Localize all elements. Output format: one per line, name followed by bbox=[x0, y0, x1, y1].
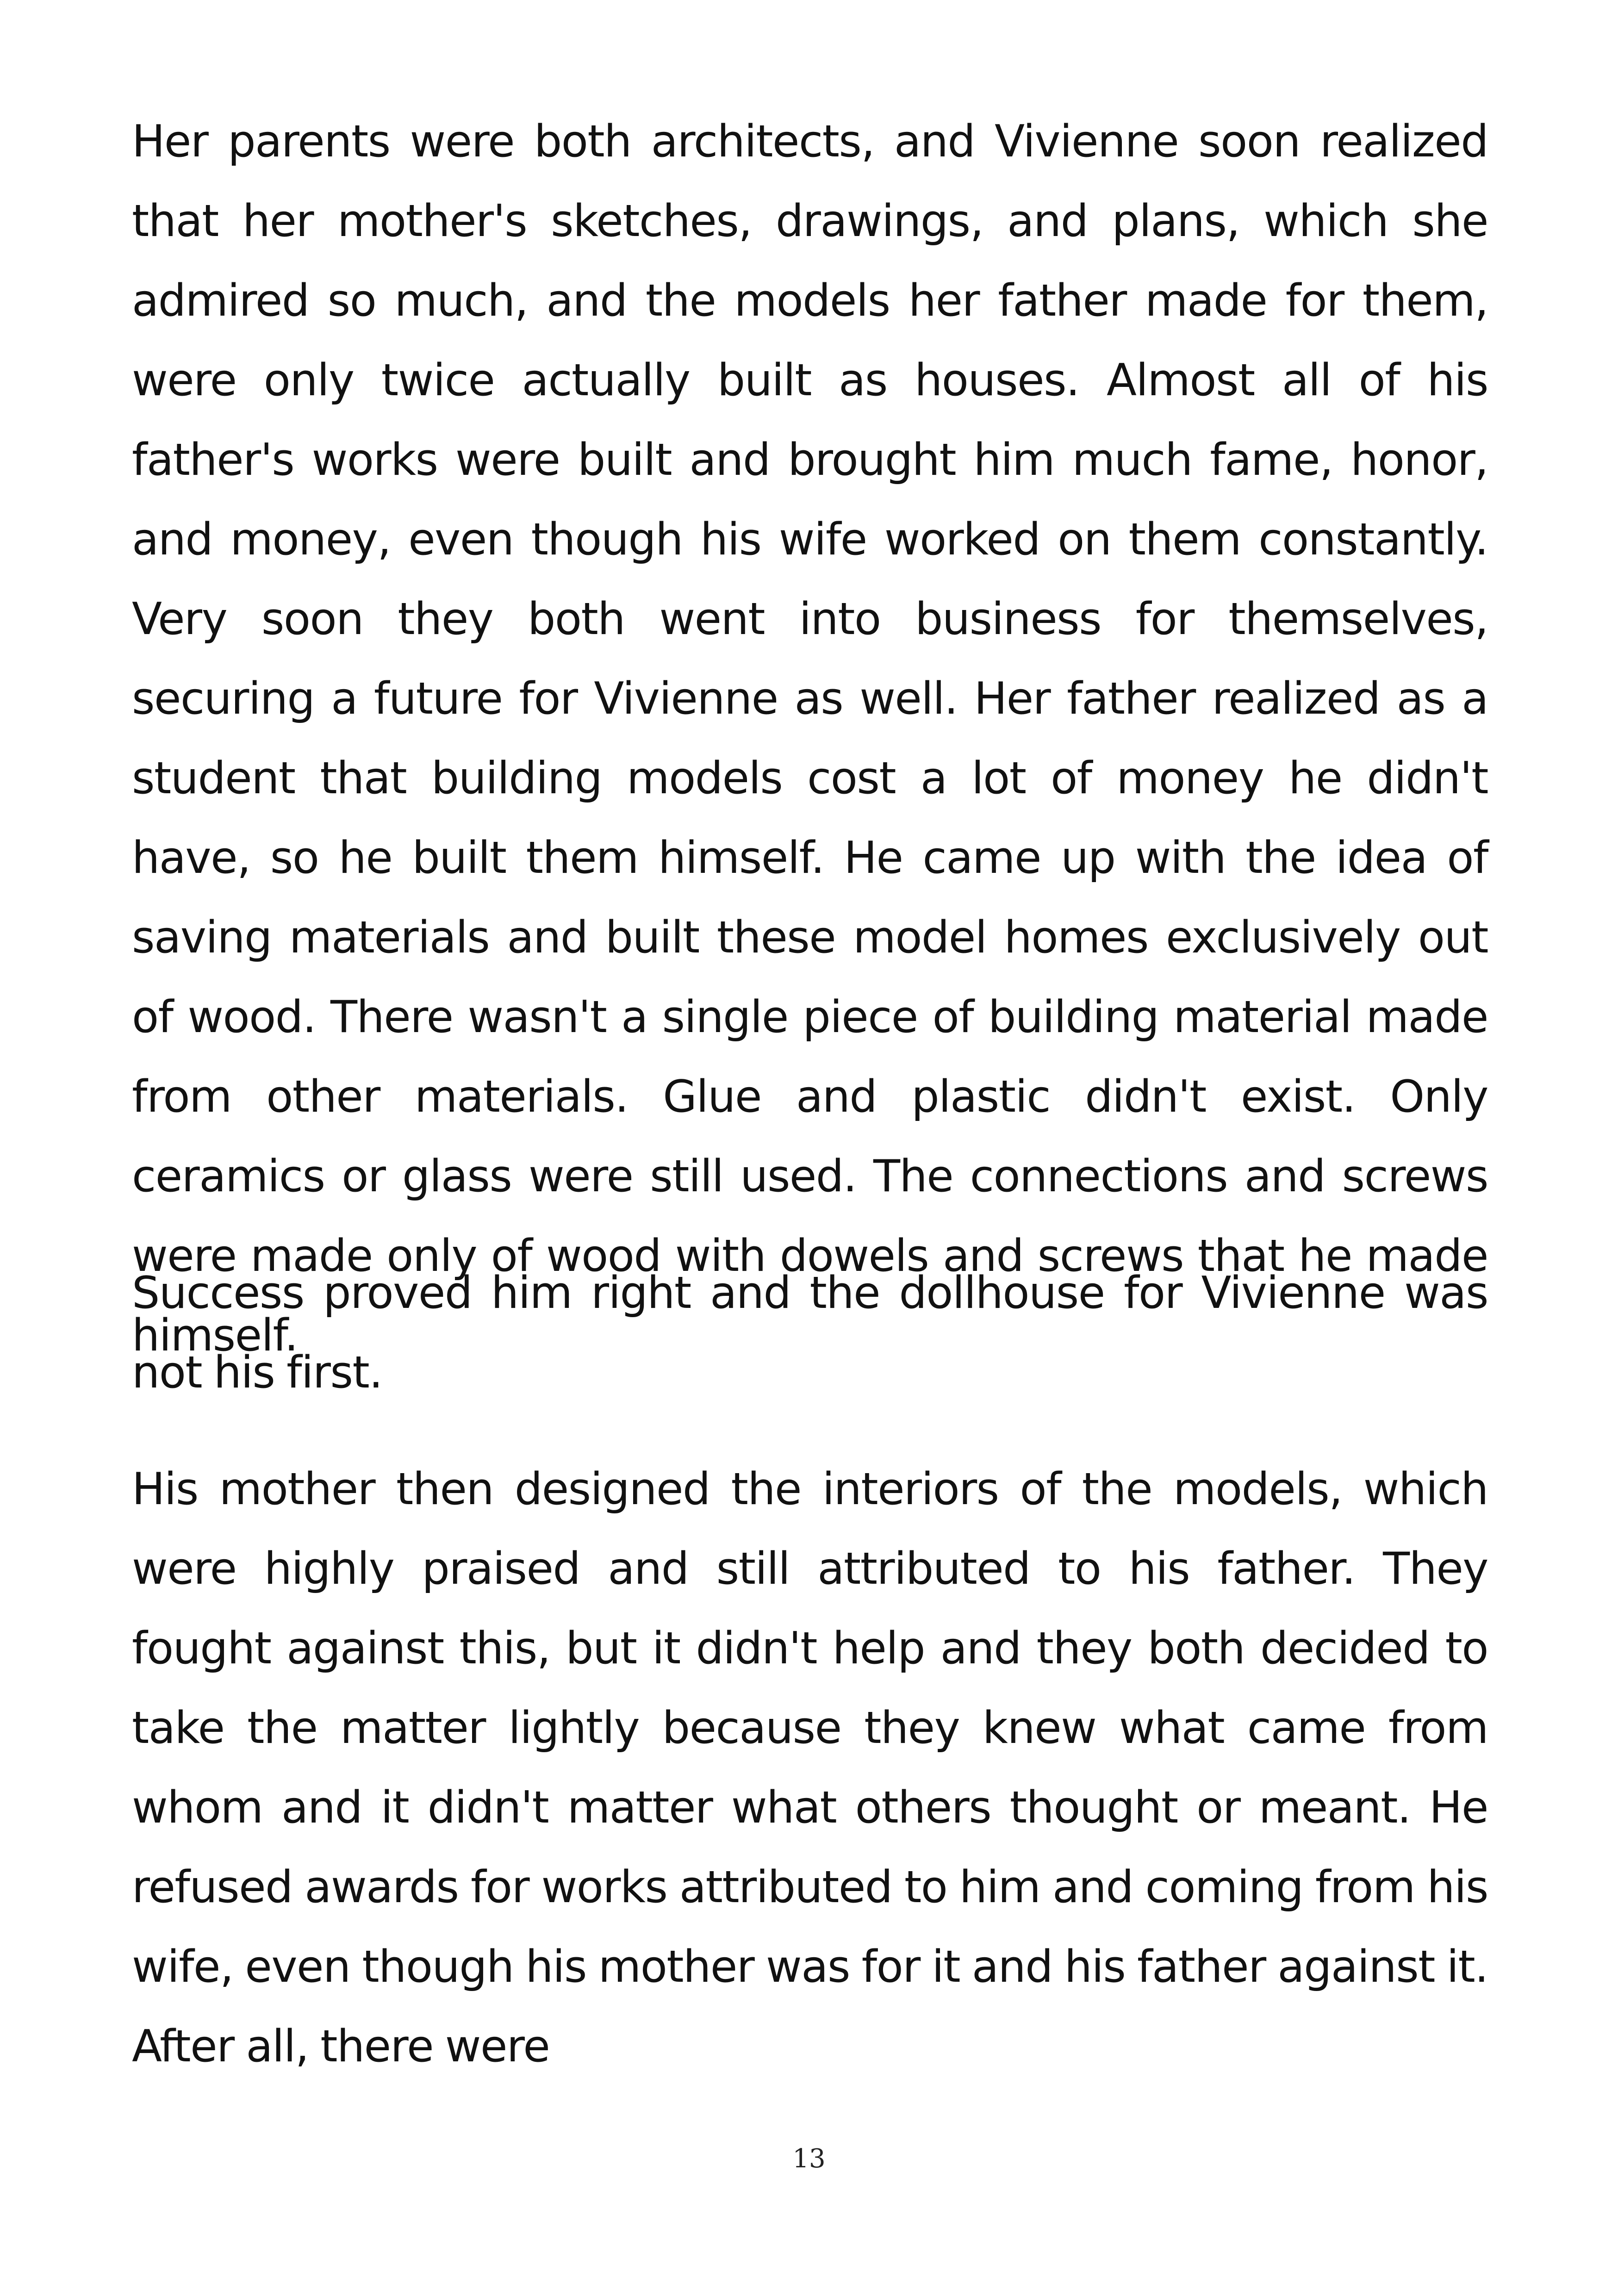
paragraph: His mother then designed the interiors of the models, which were highly praised and still attributed to his father. They fought against this, but it didn't help and they both decided to take the matter lightly because they knew what came from whom and it didn't matter what others thought or meant. He refused awards for works attributed to him and coming from his wife, even though his mother was for it and his father against it. After all, there were bbox=[132, 1464, 1488, 2072]
paragraph: Her parents were both architects, and Vivienne soon realized that her mother's sketches, drawings, and plans, which she admired so much, and the models her father made for them, were only twice actually built as houses. Almost all of his father's works were built and brought him much fame, honor, and money, even though his wife worked on them constantly. Very soon they both went into business for themselves, securing a future for Vivienne as well. Her father realized as a student that building models cost a lot of money he didn't have, so he built them himself. He came up with the idea of saving materials and built these model homes exclusively out of wood. There wasn't a single piece of building material made from other materials. Glue and plastic didn't exist. Only ceramics or glass were still used. The connections and screws were made only of wood with dowels and screws that he made himself. bbox=[132, 116, 1488, 1361]
page-number: 13 bbox=[792, 2144, 826, 2174]
paragraph: Success proved him right and the dollhouse for Vivienne was not his first. bbox=[132, 1268, 1488, 1398]
page-body bbox=[132, 102, 1488, 2086]
